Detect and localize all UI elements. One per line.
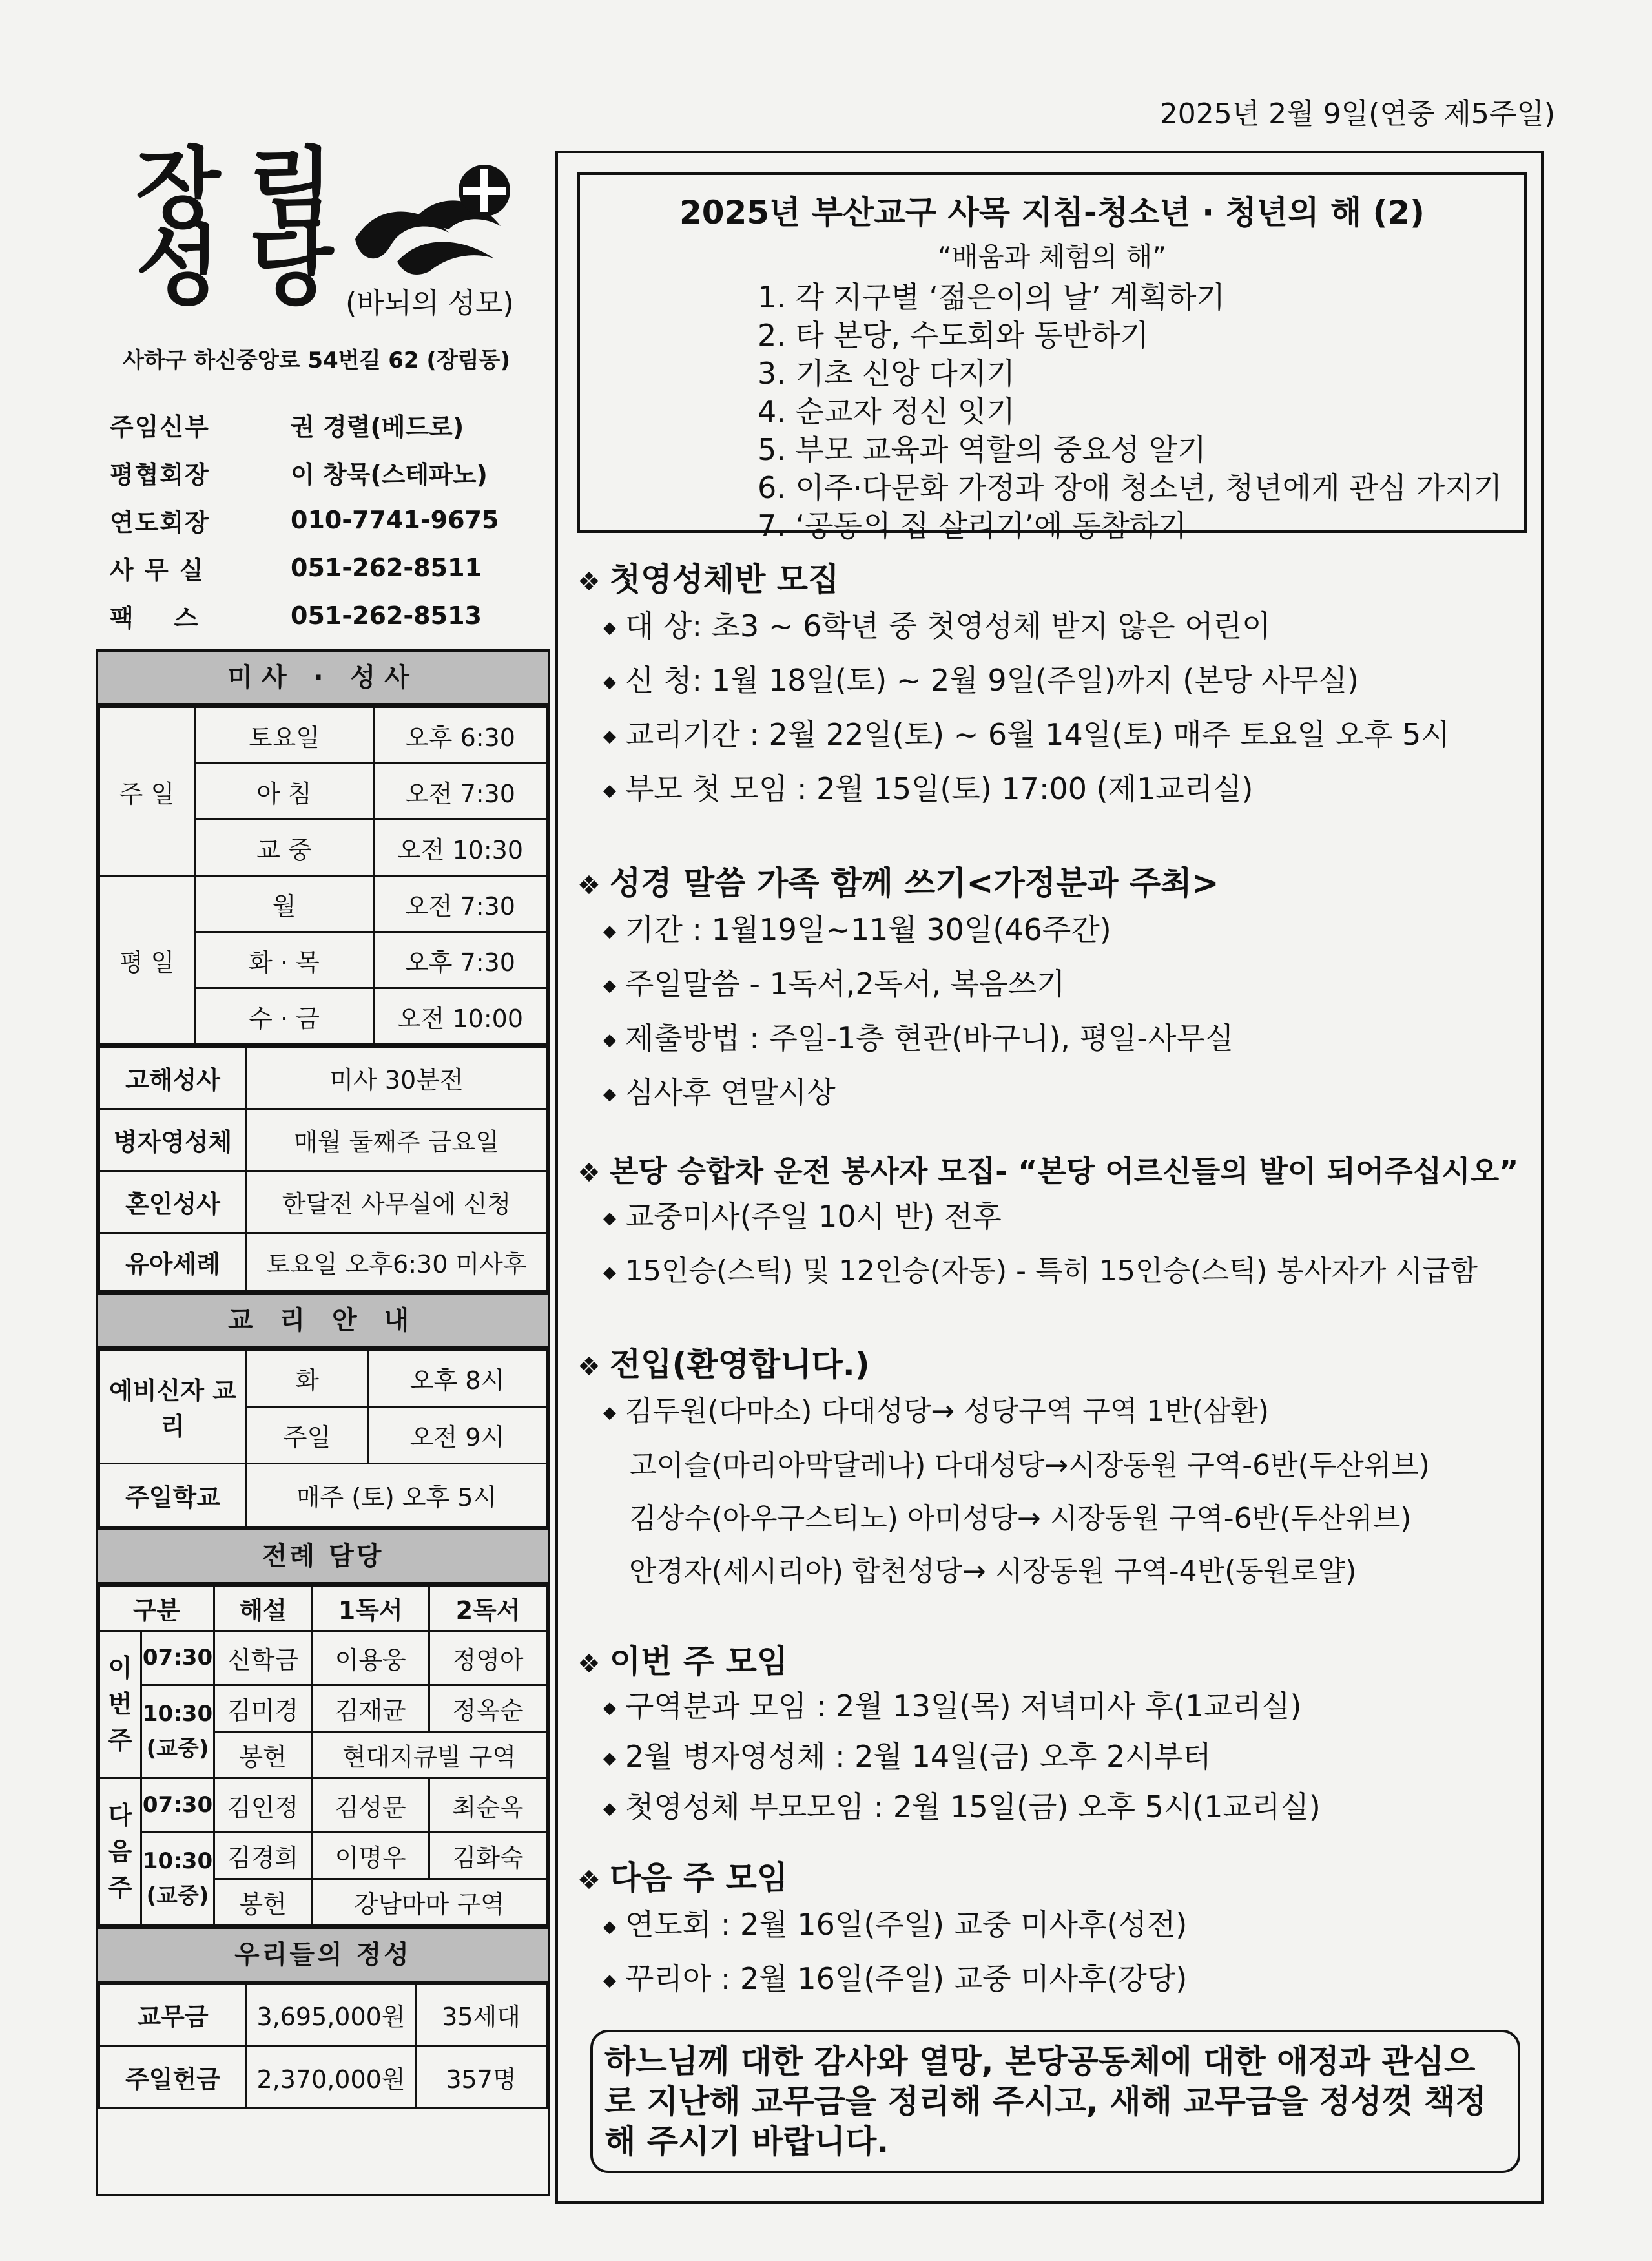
bullet-icon: ◆ <box>603 1971 616 1990</box>
staff-row <box>110 401 536 448</box>
offering-amount: 3,695,000원 <box>247 1984 416 2046</box>
section-items <box>603 600 1527 817</box>
list-item: ◆ 심사후 연말시상 <box>603 1075 836 1110</box>
guide-list <box>758 278 1524 545</box>
offering-count: 35세대 <box>416 1984 547 2046</box>
bullet-icon: ◆ <box>603 1749 616 1768</box>
catechism-time: 오후 8시 <box>368 1349 547 1406</box>
list-item: ◆ 첫영성체 부모모임 : 2월 15일(금) 오후 5시(1교리실) <box>603 1789 1321 1824</box>
guide-item: 1. 각 지구별 ‘젊은이의 날’ 계획하기 <box>758 280 1225 315</box>
staff-name: 이 창묵(스테파노) <box>291 460 488 489</box>
offering-count: 357명 <box>416 2046 547 2108</box>
staff-role: 평협회장 <box>110 460 210 489</box>
list-item: ◆ 기간 : 1월19일~11월 30일(46주간) <box>603 912 1111 947</box>
section-items <box>603 1385 1527 1598</box>
section-title: ❖ 성경 말씀 가족 함께 쓰기<가정분과 주최> <box>577 864 1219 902</box>
liturgy-commentator: 김인정 <box>214 1778 312 1832</box>
mass-time: 오전 7:30 <box>374 876 547 932</box>
mass-day: 수 · 금 <box>195 988 374 1045</box>
list-item: ◆ 신 청: 1월 18일(토) ~ 2월 9일(주일)까지 (본당 사무실) <box>603 663 1359 698</box>
parish-logo-icon <box>352 162 523 278</box>
sacrament-value: 매월 둘째주 금요일 <box>247 1109 547 1171</box>
liturgy-time-sub: (교중) <box>146 1883 209 1909</box>
staff-row <box>110 544 536 592</box>
diamond-bullet-icon: ❖ <box>577 1649 601 1679</box>
closing-message: 하느님께 대한 감사와 열망, 본당공동체에 대한 애정과 관심으로 지난해 교무금을 정리해 주시고, 새해 교무금을 정성껏 책정해 주시기 바랍니다. <box>590 2030 1520 2173</box>
offertory-label: 봉헌 <box>214 1731 312 1778</box>
bullet-icon: ◆ <box>603 1917 616 1937</box>
section-new-members <box>577 1339 1527 1598</box>
liturgy-reader2: 최순옥 <box>429 1778 547 1832</box>
title-char-2: 림 <box>249 138 334 240</box>
liturgy-commentator: 김미경 <box>214 1685 312 1731</box>
liturgy-time-main: 10:30 <box>142 1701 213 1727</box>
catechism-time: 오전 9시 <box>368 1406 547 1463</box>
section-items <box>603 1682 1527 1833</box>
bullet-icon: ◆ <box>603 1262 616 1282</box>
list-item: ◆ 2월 병자영성체 : 2월 14일(금) 오후 2시부터 <box>603 1739 1212 1774</box>
bullet-icon: ◆ <box>603 1030 616 1050</box>
pastoral-guide-box <box>577 172 1527 543</box>
sacrament-value: 한달전 사무실에 신청 <box>247 1171 547 1233</box>
mass-day: 월 <box>195 876 374 932</box>
liturgy-time <box>141 1832 214 1925</box>
catechumen-label: 예비신자 교리 <box>99 1349 247 1463</box>
mass-time: 오전 7:30 <box>374 764 547 820</box>
offertory-group: 강남마마 구역 <box>312 1879 547 1925</box>
staff-role: 연도회장 <box>110 508 210 537</box>
sacrament-name: 혼인성사 <box>99 1171 247 1233</box>
liturgy-reader1: 이용웅 <box>312 1631 429 1685</box>
list-item: 안경자(세시리아) 합천성당→ 시장동원 구역-4반(동원로얄) <box>629 1555 1357 1588</box>
mass-day: 교 중 <box>195 820 374 876</box>
offering-table <box>98 1983 548 2109</box>
offertory-label: 봉헌 <box>214 1879 312 1925</box>
sacrament-name: 유아세례 <box>99 1233 247 1291</box>
bullet-icon: ◆ <box>603 1209 616 1228</box>
liturgy-reader2: 김화숙 <box>429 1832 547 1879</box>
liturgy-time: 07:30 <box>141 1778 214 1832</box>
offertory-group: 현대지큐빌 구역 <box>312 1731 547 1778</box>
diamond-bullet-icon: ❖ <box>577 1352 601 1382</box>
staff-name: 010-7741-9675 <box>291 506 499 534</box>
mass-time: 오후 7:30 <box>374 932 547 988</box>
liturgy-time <box>141 1685 214 1778</box>
staff-name: 051-262-8511 <box>291 554 482 582</box>
title-char-3: 성 <box>136 216 221 318</box>
diamond-bullet-icon: ❖ <box>577 871 601 901</box>
staff-role: 주임신부 <box>110 412 210 441</box>
liturgy-reader2: 정영아 <box>429 1631 547 1685</box>
bullet-icon: ◆ <box>603 672 616 692</box>
guide-item: 2. 타 본당, 수도회와 동반하기 <box>758 318 1149 353</box>
sacrament-value: 토요일 오후6:30 미사후 <box>247 1233 547 1291</box>
liturgy-col-header: 해설 <box>214 1585 312 1631</box>
liturgy-col-header: 2독서 <box>429 1585 547 1631</box>
list-item: ◆ 꾸리아 : 2월 16일(주일) 교중 미사후(강당) <box>603 1961 1188 1996</box>
offering-heading: 우리들의 정성 <box>98 1926 548 1983</box>
liturgy-table <box>98 1585 548 1926</box>
announcements-panel <box>555 151 1544 2204</box>
diamond-bullet-icon: ❖ <box>577 567 601 597</box>
staff-role: 사 무 실 <box>110 556 205 585</box>
liturgy-time-main: 10:30 <box>142 1848 213 1874</box>
guide-item: 6. 이주·다문화 가정과 장애 청소년, 청년에게 관심 가지기 <box>758 470 1503 505</box>
staff-name: 051-262-8513 <box>291 601 482 630</box>
list-item: ◆ 대 상: 초3 ~ 6학년 중 첫영성체 받지 않은 어린이 <box>603 609 1271 643</box>
sacrament-value: 미사 30분전 <box>247 1047 547 1109</box>
sunday-school-label: 주일학교 <box>99 1463 247 1526</box>
section-next-week-meetings <box>577 1852 1527 2006</box>
title-char-1: 장 <box>136 138 221 240</box>
staff-row <box>110 496 536 544</box>
guide-item: 5. 부모 교육과 역할의 중요성 알기 <box>758 432 1206 467</box>
sunday-school-value: 매주 (토) 오후 5시 <box>247 1463 547 1526</box>
mass-day: 토요일 <box>195 707 374 764</box>
mass-time: 오후 6:30 <box>374 707 547 764</box>
section-first-communion <box>577 554 1527 817</box>
mass-table <box>98 706 548 1045</box>
liturgy-reader2: 정옥순 <box>429 1685 547 1731</box>
staff-name: 권 경렬(베드로) <box>291 412 464 441</box>
liturgy-commentator: 김경희 <box>214 1832 312 1879</box>
diamond-bullet-icon: ❖ <box>577 1158 601 1188</box>
catechism-heading: 교 리 안 내 <box>98 1292 548 1349</box>
liturgy-reader1: 김재균 <box>312 1685 429 1731</box>
bullet-icon: ◆ <box>603 922 616 941</box>
weekday-label: 평 일 <box>99 876 195 1045</box>
staff-row <box>110 592 536 640</box>
section-items <box>603 1899 1527 2006</box>
offering-amount: 2,370,000원 <box>247 2046 416 2108</box>
liturgy-reader1: 김성문 <box>312 1778 429 1832</box>
left-info-panel <box>96 649 550 2196</box>
catechism-day: 화 <box>247 1349 368 1406</box>
list-item: ◆ 교중미사(주일 10시 반) 전후 <box>603 1199 1002 1234</box>
list-item: ◆ 부모 첫 모임 : 2월 15일(토) 17:00 (제1교리실) <box>603 771 1254 806</box>
bulletin-date: 2025년 2월 9일(연중 제5주일) <box>1159 98 1555 130</box>
guide-motto: “배움과 체험의 해” <box>937 241 1167 273</box>
section-driver-volunteer <box>577 1148 1527 1299</box>
list-item: ◆ 김두원(다마소) 다대성당→ 성당구역 구역 1반(삼환) <box>603 1395 1270 1428</box>
catechism-day: 주일 <box>247 1406 368 1463</box>
liturgy-commentator: 신학금 <box>214 1631 312 1685</box>
list-item: ◆ 구역분과 모임 : 2월 13일(목) 저녁미사 후(1교리실) <box>603 1689 1302 1724</box>
this-week-label: 이번주 <box>99 1631 141 1778</box>
liturgy-col-header: 구분 <box>99 1585 214 1631</box>
bullet-icon: ◆ <box>603 1085 616 1104</box>
staff-list <box>110 401 536 640</box>
bullet-icon: ◆ <box>603 976 616 995</box>
sacrament-name: 병자영성체 <box>99 1109 247 1171</box>
list-item: 고이슬(마리아막달레나) 다대성당→시장동원 구역-6반(두산위브) <box>629 1449 1430 1482</box>
guide-title: 2025년 부산교구 사목 지침-청소년 · 청년의 해 (2) <box>679 194 1425 231</box>
parish-patron: (바뇌의 성모) <box>346 287 514 320</box>
guide-item: 3. 기초 신앙 다지기 <box>758 356 1015 391</box>
bullet-icon: ◆ <box>603 781 616 800</box>
section-title: ❖ 본당 승합차 운전 봉사자 모집- “본당 어르신들의 발이 되어주십시오” <box>577 1154 1519 1189</box>
liturgy-col-header: 1독서 <box>312 1585 429 1631</box>
guide-item: 7. ‘공동의 집 살리기’에 동참하기 <box>758 508 1187 543</box>
section-this-week-meetings <box>577 1636 1527 1833</box>
list-item: ◆ 교리기간 : 2월 22일(토) ~ 6월 14일(토) 매주 토요일 오후 5시 <box>603 717 1450 752</box>
diamond-bullet-icon: ❖ <box>577 1866 601 1895</box>
sacrament-name: 고해성사 <box>99 1047 247 1109</box>
bullet-icon: ◆ <box>603 1403 616 1422</box>
mass-heading: 미사 · 성사 <box>98 652 548 706</box>
list-item: ◆ 연도회 : 2월 16일(주일) 교중 미사후(성전) <box>603 1907 1188 1942</box>
staff-role: 팩 스 <box>110 603 200 632</box>
section-bible-writing <box>577 857 1527 1121</box>
bullet-icon: ◆ <box>603 1698 616 1718</box>
sunday-label: 주 일 <box>99 707 195 876</box>
bullet-icon: ◆ <box>603 727 616 746</box>
staff-row <box>110 448 536 496</box>
guide-item: 4. 순교자 정신 잇기 <box>758 394 1015 429</box>
liturgy-reader1: 이명우 <box>312 1832 429 1879</box>
catechism-table <box>98 1349 548 1528</box>
section-title: ❖ 다음 주 모임 <box>577 1859 789 1897</box>
mass-time: 오전 10:30 <box>374 820 547 876</box>
sacrament-table <box>98 1045 548 1292</box>
parish-address: 사하구 하신중앙로 54번길 62 (장림동) <box>123 348 511 373</box>
mass-day: 화 · 목 <box>195 932 374 988</box>
section-title: ❖ 첫영성체반 모집 <box>577 561 840 598</box>
liturgy-heading: 전례 담당 <box>98 1528 548 1585</box>
title-char-4: 당 <box>249 216 334 318</box>
liturgy-time: 07:30 <box>141 1631 214 1685</box>
list-item: ◆ 주일말씀 - 1독서,2독서, 복음쓰기 <box>603 966 1066 1001</box>
bullet-icon: ◆ <box>603 618 616 638</box>
mass-day: 아 침 <box>195 764 374 820</box>
section-title: ❖ 전입(환영합니다.) <box>577 1346 870 1383</box>
list-item: ◆ 15인승(스틱) 및 12인승(자동) - 특히 15인승(스틱) 봉사자가 시급함 <box>603 1255 1478 1287</box>
next-week-label: 다음주 <box>99 1778 141 1925</box>
offering-label: 주일헌금 <box>99 2046 247 2108</box>
section-title: ❖ 이번 주 모임 <box>577 1643 789 1680</box>
list-item: ◆ 제출방법 : 주일-1층 현관(바구니), 평일-사무실 <box>603 1021 1234 1056</box>
liturgy-time-sub: (교중) <box>146 1736 209 1762</box>
section-items <box>603 1191 1527 1299</box>
bullet-icon: ◆ <box>603 1799 616 1818</box>
offering-label: 교무금 <box>99 1984 247 2046</box>
section-items <box>603 904 1527 1121</box>
list-item: 김상수(아우구스티노) 아미성당→ 시장동원 구역-6반(두산위브) <box>629 1502 1412 1535</box>
mass-time: 오전 10:00 <box>374 988 547 1045</box>
